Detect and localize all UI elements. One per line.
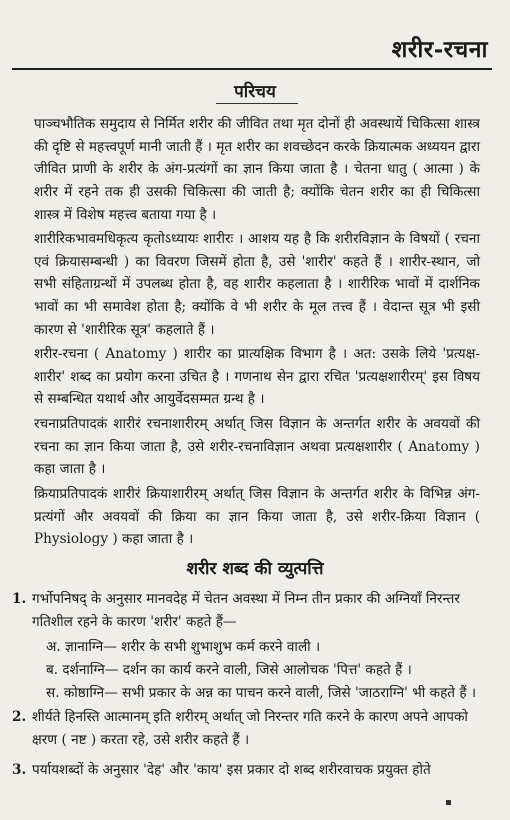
- list-item: [12, 759, 482, 782]
- section-heading-introduction: परिचय: [234, 82, 276, 102]
- paragraph: रचनाप्रतिपादकं शारीरं रचनाशारीरम् अर्थात् जिस विज्ञान के अन्तर्गत शरीर के अवयवों की रचना का ज्ञान किया जाता है, उसे शरीर-रचनाविज्ञान अथवा प्रत्यक्षशारीर ( Anatomy ) कहा जाता है ।: [34, 416, 480, 478]
- list-item: [12, 706, 482, 751]
- list-item: [12, 588, 482, 633]
- sub-item: अ. ज्ञानाग्नि— शरीर के सभी शुभाशुभ कर्म करने वाली ।: [46, 639, 321, 655]
- sub-item: स. कोष्ठाग्नि— सभी प्रकार के अन्न का पाचन करने वाली, जिसे 'जाठराग्नि' भी कहते हैं ।: [46, 685, 477, 701]
- paragraph: पाञ्चभौतिक समुदाय से निर्मित शरीर की जीवित तथा मृत दोनों ही अवस्थायें चिकित्सा शास्त्र की दृष्टि से महत्त्वपूर्ण मानी जाती हैं । मृत शरीर का शवच्छेदन करके क्रियात्मक अध्ययन द्वारा जीवित प्राणी के शरीर के अंग-प्रत्यंगों का ज्ञान किया जाता है । चेतना धातु ( आत्मा ) के शरीर में रहने तक ही उसकी चिकित्सा की जाती है; क्योंकि चेतन शरीर का ही चिकित्सा शास्त्र में विशेष महत्त्व बताया गया है ।: [34, 116, 480, 223]
- sub-item: ब. दर्शनाग्नि— दर्शन का कार्य करने वाली, जिसे आलोचक 'पित्त' कहते हैं ।: [46, 662, 412, 678]
- paragraph: शारीरिकभावमधिकृत्य कृतोऽध्यायः शारीरः । आशय यह है कि शरीरविज्ञान के विषयों ( रचना एवं क्रियासम्बन्धी ) का विवरण जिसमें होता है, उसे 'शारीर' कहते हैं । शारीर-स्थान, जो सभी संहिताग्रन्थों में उपलब्ध होता है, वह शारीर कहलाता है । शारीरिक भावों में दार्शनिक भावों का भी समावेश होता है; क्योंकि वे भी शरीर के मूल तत्त्व हैं । वेदान्त सूत्र भी इसी कारण से 'शारीरिक सूत्र' कहलाते हैं ।: [34, 231, 480, 338]
- list-number: 1.: [12, 591, 27, 607]
- section-heading-etymology: शरीर शब्द की व्युत्पत्ति: [186, 559, 324, 579]
- heading-underline: [216, 103, 298, 104]
- list-item-text: शीर्यते हिनस्ति आत्मानम् इति शरीरम् अर्थात् जो निरन्तर गति करने के कारण अपने आपको क्षरण ( नष्ट ) करता रहे, उसे शरीर कहते हैं ।: [32, 709, 468, 748]
- page-header-title: शरीर-रचना: [391, 36, 488, 63]
- list-number: 3.: [12, 762, 27, 778]
- list-item-text: गर्भोपनिषद् के अनुसार मानवदेह में चेतन अवस्था में निम्न तीन प्रकार की अग्नियाँ निरन्तर गतिशील रहने के कारण 'शरीर' कहते हैं—: [32, 591, 460, 630]
- list-number: 2.: [12, 709, 27, 725]
- list-item-text: पर्यायशब्दों के अनुसार 'देह' और 'काय' इस प्रकार दो शब्द शरीरवाचक प्रयुक्त होते: [32, 762, 431, 778]
- paragraph: क्रियाप्रतिपादकं शारीरं क्रियाशारीरम् अर्थात् जिस विज्ञान के अन्तर्गत शरीर के विभिन्न अंग-प्रत्यंगों और अवयवों की क्रिया का ज्ञान किया जाता है, उसे शरीर-क्रिया विज्ञान ( Physiology ) कहा जाता है ।: [34, 486, 480, 548]
- page-mark: [446, 800, 451, 805]
- header-divider: [12, 68, 492, 70]
- paragraph: शरीर-रचना ( Anatomy ) शारीर का प्रात्यक्षिक विभाग है । अत: उसके लिये 'प्रत्यक्ष-शारीर' शब्द का प्रयोग करना उचित है । गणनाथ सेन द्वारा रचित 'प्रत्यक्षशारीरम्' इस विषय से सम्बन्धित यथार्थ और आयुर्वेदसम्मत ग्रन्थ है ।: [34, 346, 480, 408]
